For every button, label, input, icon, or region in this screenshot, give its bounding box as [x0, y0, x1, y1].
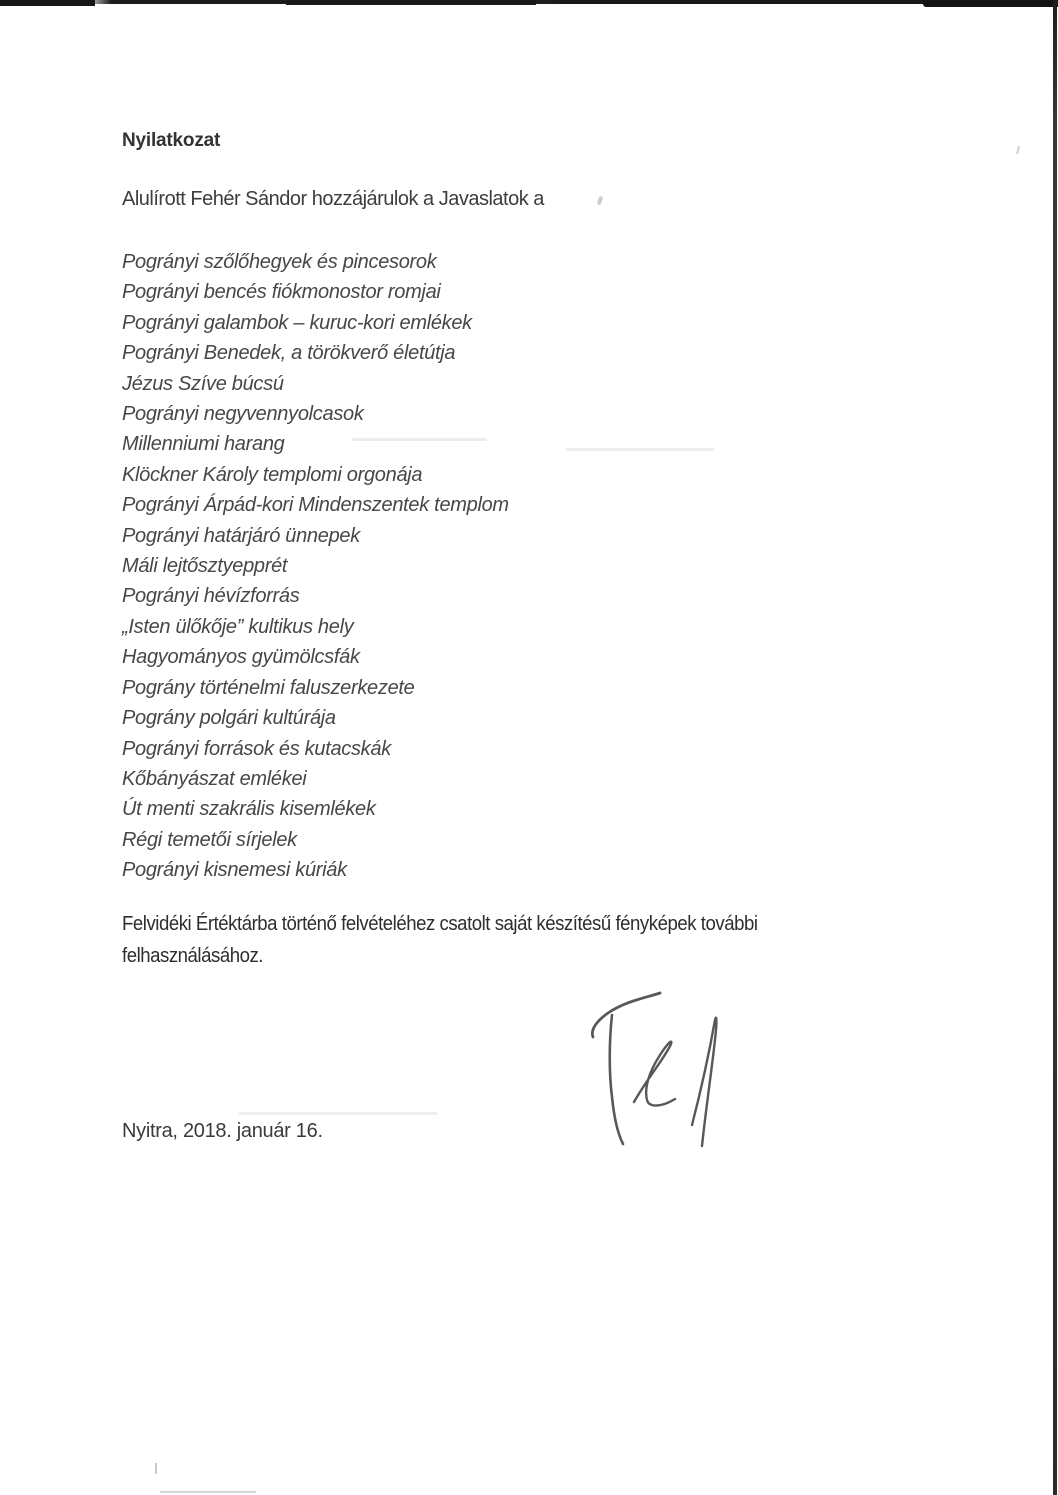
heritage-list-item: Jézus Szíve búcsú	[122, 372, 284, 395]
heritage-list-item: Pogrányi negyvennyolcasok	[122, 403, 364, 426]
scan-artifact	[160, 1491, 256, 1493]
heritage-list-item: Pográny polgári kultúrája	[122, 707, 336, 730]
heritage-list-item: Klöckner Károly templomi orgonája	[122, 463, 423, 486]
heritage-list-item: Millenniumi harang	[122, 433, 285, 456]
scan-edge-top-left	[0, 0, 95, 6]
intro-line: Alulírott Fehér Sándor hozzájárulok a Javaslatok a	[122, 188, 544, 210]
heritage-list	[122, 247, 509, 886]
scan-edge-top-mid	[286, 0, 536, 5]
heritage-list-item: Régi temetői sírjelek	[122, 828, 297, 851]
heritage-list-item: Pogrányi hévízforrás	[122, 585, 300, 608]
date-line: Nyitra, 2018. január 16.	[122, 1120, 323, 1142]
document-title: Nyilatkozat	[122, 130, 221, 151]
closing-paragraph-line: felhasználásához.	[122, 945, 263, 967]
heritage-list-item: „Isten ülőkője” kultikus hely	[122, 615, 354, 638]
heritage-list-item: Út menti szakrális kisemlékek	[122, 798, 376, 821]
closing-paragraph	[122, 908, 758, 972]
signature-icon	[550, 982, 800, 1162]
heritage-list-item: Pogrányi galambok – kuruc-kori emlékek	[122, 311, 472, 334]
scan-artifact	[566, 448, 714, 451]
scan-artifact	[1016, 146, 1020, 154]
closing-paragraph-line: Felvidéki Értéktárba történő felvételéhez csatolt saját készítésű fényképek további	[122, 913, 758, 935]
heritage-list-item: Pogrányi bencés fiókmonostor romjai	[122, 281, 441, 304]
heritage-list-item: Pogrányi források és kutacskák	[122, 737, 391, 760]
heritage-list-item: Pogrányi Benedek, a törökverő életútja	[122, 342, 456, 365]
heritage-list-item: Pográny történelmi faluszerkezete	[122, 676, 415, 699]
scan-artifact	[597, 196, 604, 206]
heritage-list-item: Hagyományos gyümölcsfák	[122, 646, 360, 669]
scan-artifact	[155, 1463, 157, 1474]
heritage-list-item: Kőbányászat emlékei	[122, 767, 307, 790]
heritage-list-item: Pogrányi szőlőhegyek és pincesorok	[122, 251, 437, 273]
heritage-list-item: Pogrányi Árpád-kori Mindenszentek templom	[122, 494, 509, 517]
heritage-list-item: Máli lejtősztyepprét	[122, 555, 288, 578]
scan-edge-top-right	[923, 0, 1058, 7]
scan-artifact	[238, 1112, 438, 1115]
heritage-list-item: Pogrányi kisnemesi kúriák	[122, 859, 347, 882]
scan-edge-right	[1053, 0, 1057, 1495]
heritage-list-item: Pogrányi határjáró ünnepek	[122, 524, 360, 547]
